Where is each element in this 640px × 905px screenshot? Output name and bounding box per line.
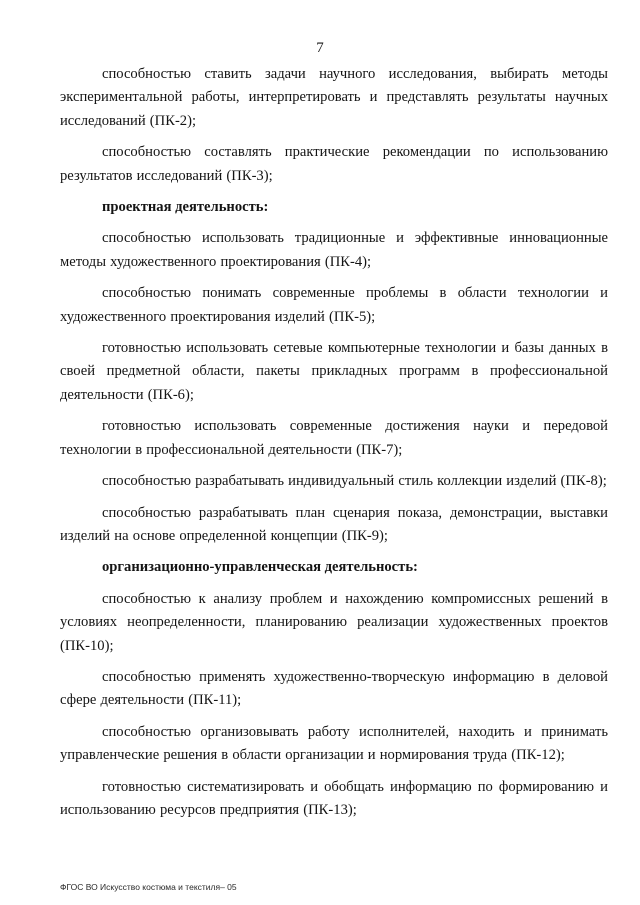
paragraph-pk-13: готовностью систематизировать и обобщать информацию по формированию и использованию ресурсов предприятия (ПК-13); [60, 778, 608, 818]
paragraph-pk-2: способностью ставить задачи научного исследования, выбирать методы экспериментальной работы, интерпретировать и представлять результаты научных исследований (ПК-2); [60, 66, 608, 129]
document-body [60, 63, 608, 822]
page-number: 7 [316, 40, 324, 56]
paragraph-pk-12: способностью организовывать работу исполнителей, находить и принимать управленческие решения в области организации и нормирования труда (ПК-12); [60, 723, 608, 764]
section-heading-project: проектная деятельность: [102, 199, 269, 216]
page-footer: ФГОС ВО Искусство костюма и текстиля– 05 [60, 882, 237, 892]
paragraph-pk-8: способностью разрабатывать индивидуальный стиль коллекции изделий (ПК-8); [102, 473, 607, 490]
paragraph-pk-3: способностью составлять практические рекомендации по использованию результатов исследований (ПК-3); [60, 144, 608, 184]
paragraph-pk-4: способностью использовать традиционные и эффективные инновационные методы художественного проектирования (ПК-4); [60, 230, 608, 270]
section-heading-management: организационно-управленческая деятельность: [102, 559, 418, 576]
paragraph-pk-11: способностью применять художественно-творческую информацию в деловой сфере деятельности (ПК-11); [60, 668, 608, 709]
paragraph-pk-10: способностью к анализу проблем и нахождению компромиссных решений в условиях неопределенности, планированию реализации художественных проектов (ПК-10); [60, 590, 608, 654]
paragraph-pk-6: готовностью использовать сетевые компьютерные технологии и базы данных в своей предметной области, пакеты прикладных программ в профессиональной деятельности (ПК-6); [60, 340, 608, 403]
paragraph-pk-9: способностью разрабатывать план сценария показа, демонстрации, выставки изделий на основе определенной концепции (ПК-9); [60, 504, 608, 544]
paragraph-pk-7: готовностью использовать современные достижения науки и передовой технологии в профессиональной деятельности (ПК-7); [60, 418, 608, 458]
paragraph-pk-5: способностью понимать современные проблемы в области технологии и художественного проектирования изделий (ПК-5); [60, 285, 608, 325]
